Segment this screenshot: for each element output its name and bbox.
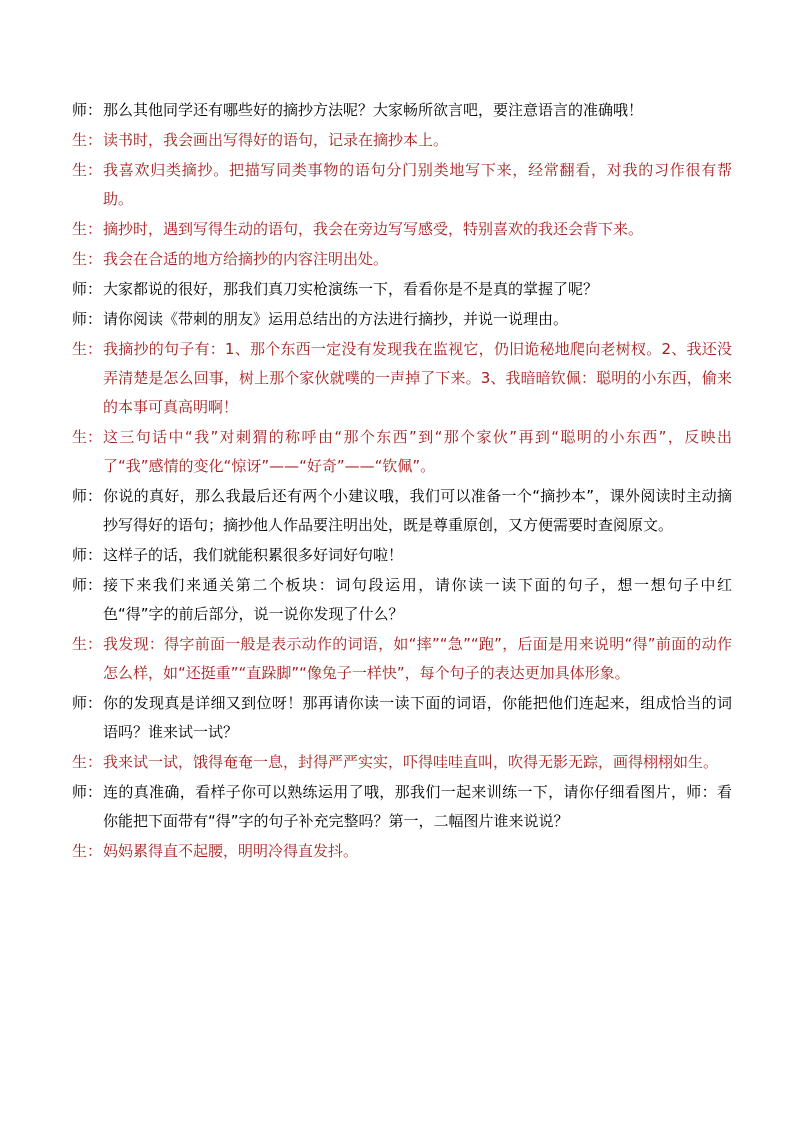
utterance-text: 读书时，我会画出写得好的语句，记录在摘抄本上。 [103, 131, 449, 149]
utterance-text: 接下来我们来通关第二个板块：词句段运用，请你读一读下面的句子，想一想句子中红色“得”字的前后部分，说一说你发现了什么？ [103, 576, 732, 623]
utterance-text: 我来试一试，饿得奄奄一息，封得严严实实，吓得哇哇直叫，吹得无影无踪，画得栩栩如生。 [103, 753, 719, 771]
utterance-text: 摘抄时，遇到写得生动的语句，我会在旁边写写感受，特别喜欢的我还会背下来。 [103, 220, 644, 238]
speaker-label: 师： [72, 694, 103, 712]
utterance-text: 我会在合适的地方给摘抄的内容注明出处。 [103, 250, 389, 268]
speaker-label: 师： [72, 546, 103, 564]
speaker-label: 师： [72, 487, 103, 505]
speaker-label: 生： [72, 131, 103, 149]
speaker-label: 生： [72, 220, 103, 238]
speaker-label: 师： [72, 576, 103, 594]
teacher-line [72, 96, 732, 125]
speaker-label: 师： [72, 783, 103, 801]
utterance-text: 这样子的话，我们就能积累很多好词好句啦！ [103, 546, 404, 564]
student-line [72, 245, 732, 274]
utterance-text: 连的真准确，看样子你可以熟练运用了哦，那我们一起来训练一下，请你仔细看图片，师：看你能把下面带有“得”字的句子补充完整吗？第一，二幅图片谁来说说？ [103, 783, 732, 830]
teacher-line [72, 305, 732, 334]
utterance-text: 大家都说的很好，那我们真刀实枪演练一下，看看你是不是真的掌握了呢？ [103, 280, 599, 298]
speaker-label: 生： [72, 250, 103, 268]
utterance-text: 这三句话中“我”对刺猬的称呼由“那个东西”到“那个家伙”再到“聪明的小东西”，反映出了“我”感情的变化“惊讶”——“好奇”——“钦佩”。 [103, 428, 732, 475]
speaker-label: 生： [72, 753, 103, 771]
teacher-line [72, 571, 732, 629]
speaker-label: 生： [72, 428, 103, 446]
utterance-text: 我摘抄的句子有：1、那个东西一定没有发现我在监视它，仍旧诡秘地爬向老树杈。2、我还没弄清楚是怎么回事，树上那个家伙就噗的一声掉了下来。3、我暗暗钦佩：聪明的小东西，偷来的本事可真高明啊！ [103, 340, 732, 416]
speaker-label: 生： [72, 340, 103, 358]
teacher-line [72, 541, 732, 570]
speaker-label: 生： [72, 635, 103, 653]
student-line [72, 748, 732, 777]
speaker-label: 生： [72, 161, 103, 179]
student-line [72, 837, 732, 866]
utterance-text: 你说的真好，那么我最后还有两个小建议哦，我们可以准备一个“摘抄本”，课外阅读时主动摘抄写得好的语句；摘抄他人作品要注明出处，既是尊重原创，又方便需要时查阅原文。 [103, 487, 732, 534]
speaker-label: 师： [72, 101, 103, 119]
utterance-text: 那么其他同学还有哪些好的摘抄方法呢？大家畅所欲言吧，要注意语言的准确哦！ [103, 101, 644, 119]
teacher-line [72, 689, 732, 747]
utterance-text: 我喜欢归类摘抄。把描写同类事物的语句分门别类地写下来，经常翻看，对我的习作很有帮助。 [103, 161, 732, 208]
teacher-line [72, 275, 732, 304]
student-line [72, 156, 732, 214]
speaker-label: 师： [72, 310, 103, 328]
teacher-line [72, 778, 732, 836]
utterance-text: 你的发现真是详细又到位呀！那再请你读一读下面的词语，你能把他们连起来，组成恰当的词语吗？谁来试一试？ [103, 694, 732, 741]
student-line [72, 423, 732, 481]
utterance-text: 妈妈累得直不起腰，明明冷得直发抖。 [103, 842, 359, 860]
teacher-line [72, 482, 732, 540]
dialogue-transcript [72, 96, 732, 867]
utterance-text: 我发现：得字前面一般是表示动作的词语，如“摔”“急”“跑”，后面是用来说明“得”前面的动作怎么样，如“还挺重”“直跺脚”“像兔子一样快”，每个句子的表达更加具体形象。 [103, 635, 732, 682]
student-line [72, 335, 732, 422]
student-line [72, 126, 732, 155]
student-line [72, 215, 732, 244]
utterance-text: 请你阅读《带刺的朋友》运用总结出的方法进行摘抄，并说一说理由。 [103, 310, 569, 328]
speaker-label: 师： [72, 280, 103, 298]
speaker-label: 生： [72, 842, 103, 860]
student-line [72, 630, 732, 688]
